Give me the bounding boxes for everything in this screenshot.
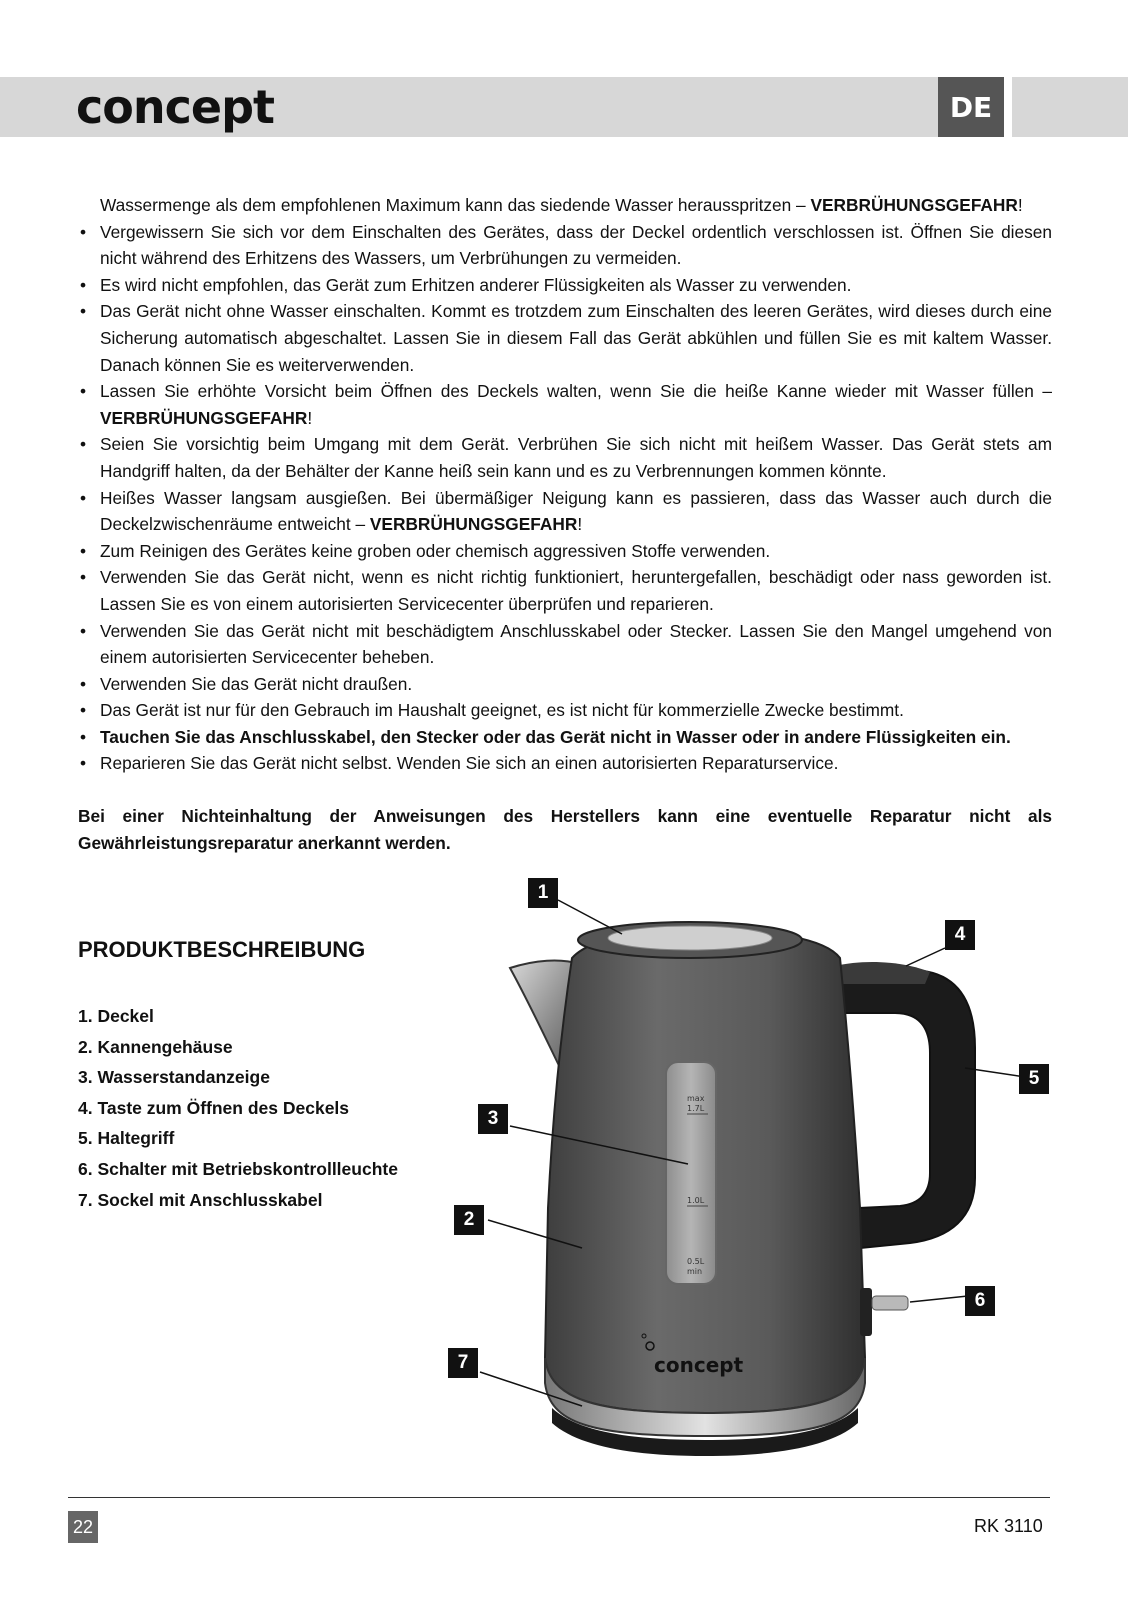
- continuation-paragraph: Wassermenge als dem empfohlenen Maximum kann das siedende Wasser herausspritzen – VERBRÜHUNGSGEFAHR!: [100, 195, 1023, 215]
- lid-top-shape: [608, 926, 772, 950]
- safety-item: • Verwenden Sie das Gerät nicht mit beschädigtem Anschlusskabel oder Stecker. Lassen Sie den Mangel umgehend von einem autorisierten Servicecenter beheben.: [78, 618, 1052, 671]
- safety-item: • Das Gerät nicht ohne Wasser einschalten. Kommt es trotzdem zum Einschalten des leeren Gerätes, wird dieses durch eine Sicherung automatisch abgeschaltet. Lassen Sie in diesem Fall das Gerät abkühlen und füllen Sie es mit kaltem Wasser. Danach können Sie es weiterverwenden.: [78, 298, 1052, 378]
- callout-2: 2: [454, 1205, 484, 1235]
- safety-item: • Verwenden Sie das Gerät nicht draußen.: [78, 671, 1052, 698]
- part-item: 6. Schalter mit Betriebskontrollleuchte: [78, 1158, 398, 1179]
- safety-section: [78, 192, 1052, 874]
- safety-item: • Lassen Sie erhöhte Vorsicht beim Öffnen des Deckels walten, wenn Sie die heiße Kanne wieder mit Wasser füllen – VERBRÜHUNGSGEFAHR!: [78, 378, 1052, 431]
- part-item: 4. Taste zum Öffnen des Deckels: [78, 1097, 350, 1118]
- footer-divider: [68, 1497, 1050, 1498]
- callout-3: 3: [478, 1104, 508, 1134]
- part-item: 5. Haltegriff: [78, 1128, 175, 1149]
- part-item: 1. Deckel: [78, 1006, 154, 1026]
- lid-button-shape: [836, 962, 930, 984]
- section-title: PRODUKTBESCHREIBUNG: [78, 937, 366, 962]
- safety-item: • Vergewissern Sie sich vor dem Einschalten des Gerätes, dass der Deckel ordentlich verschlossen ist. Öffnen Sie diesen nicht während des Erhitzens des Wassers, um Verbrühungen zu vermeiden.: [78, 219, 1052, 272]
- safety-item: • Reparieren Sie das Gerät nicht selbst. Wenden Sie sich an einen autorisierten Reparaturservice.: [78, 750, 1052, 777]
- part-item: 3. Wasserstandanzeige: [78, 1067, 270, 1088]
- part-item: 7. Sockel mit Anschlusskabel: [78, 1189, 323, 1210]
- leader-line-1: [558, 900, 622, 934]
- language-badge: DE: [938, 77, 1004, 137]
- safety-item: • Zum Reinigen des Gerätes keine groben oder chemisch aggressiven Stoffe verwenden.: [78, 538, 1052, 565]
- safety-item: • Es wird nicht empfohlen, das Gerät zum Erhitzen anderer Flüssigkeiten als Wasser zu verwenden.: [78, 272, 1052, 299]
- parts-list: [78, 1001, 398, 1215]
- gauge-max-vol: 1.7L: [687, 1104, 705, 1113]
- safety-item: • Heißes Wasser langsam ausgießen. Bei übermäßiger Neigung kann es passieren, dass das Wasser auch durch die Deckelzwischenräume entweicht – VERBRÜHUNGSGEFAHR!: [78, 485, 1052, 538]
- callout-1: 1: [528, 878, 558, 908]
- kettle-illustration: [440, 878, 1080, 1468]
- warranty-warning: Bei einer Nichteinhaltung der Anweisungen des Herstellers kann eine eventuelle Reparatur nicht als Gewährleistungsreparatur anerkannt werden.: [78, 806, 1052, 853]
- callout-7: 7: [448, 1348, 478, 1378]
- page-number: 22: [68, 1511, 98, 1543]
- switch-shape: [860, 1288, 872, 1336]
- callout-5: 5: [1019, 1064, 1049, 1094]
- part-item: 2. Kannengehäuse: [78, 1036, 233, 1057]
- leader-line-6: [910, 1296, 968, 1302]
- header-divider: [1004, 77, 1012, 137]
- safety-item: • Das Gerät ist nur für den Gebrauch im Haushalt geeignet, es ist nicht für kommerzielle Zwecke bestimmt.: [78, 697, 1052, 724]
- switch-light-shape: [872, 1296, 908, 1310]
- callout-6: 6: [965, 1286, 995, 1316]
- gauge-min-vol: 0.5L: [687, 1257, 705, 1266]
- gauge-min: min: [687, 1267, 703, 1276]
- leader-line-4: [906, 948, 945, 966]
- callout-4: 4: [945, 920, 975, 950]
- brand-logo: concept: [76, 80, 275, 134]
- safety-item: • Verwenden Sie das Gerät nicht, wenn es nicht richtig funktioniert, heruntergefallen, beschädigt oder nass geworden ist. Lassen Sie es von einem autorisierten Servicecenter überprüfen und reparieren.: [78, 564, 1052, 617]
- safety-item: • Tauchen Sie das Anschlusskabel, den Stecker oder das Gerät nicht in Wasser oder in andere Flüssigkeiten ein.: [78, 724, 1052, 751]
- kettle-figure: [440, 878, 1080, 1468]
- gauge-max: max: [687, 1094, 705, 1103]
- safety-list: [78, 219, 1052, 777]
- model-number: RK 3110: [974, 1516, 1043, 1536]
- body-logo: concept: [654, 1353, 744, 1377]
- safety-item: • Seien Sie vorsichtig beim Umgang mit dem Gerät. Verbrühen Sie sich nicht mit heißem Wasser. Das Gerät stets am Handgriff halten, da der Behälter der Kanne heiß sein kann und es zu Verbrennungen kommen könnte.: [78, 431, 1052, 484]
- gauge-mid: 1.0L: [687, 1196, 705, 1205]
